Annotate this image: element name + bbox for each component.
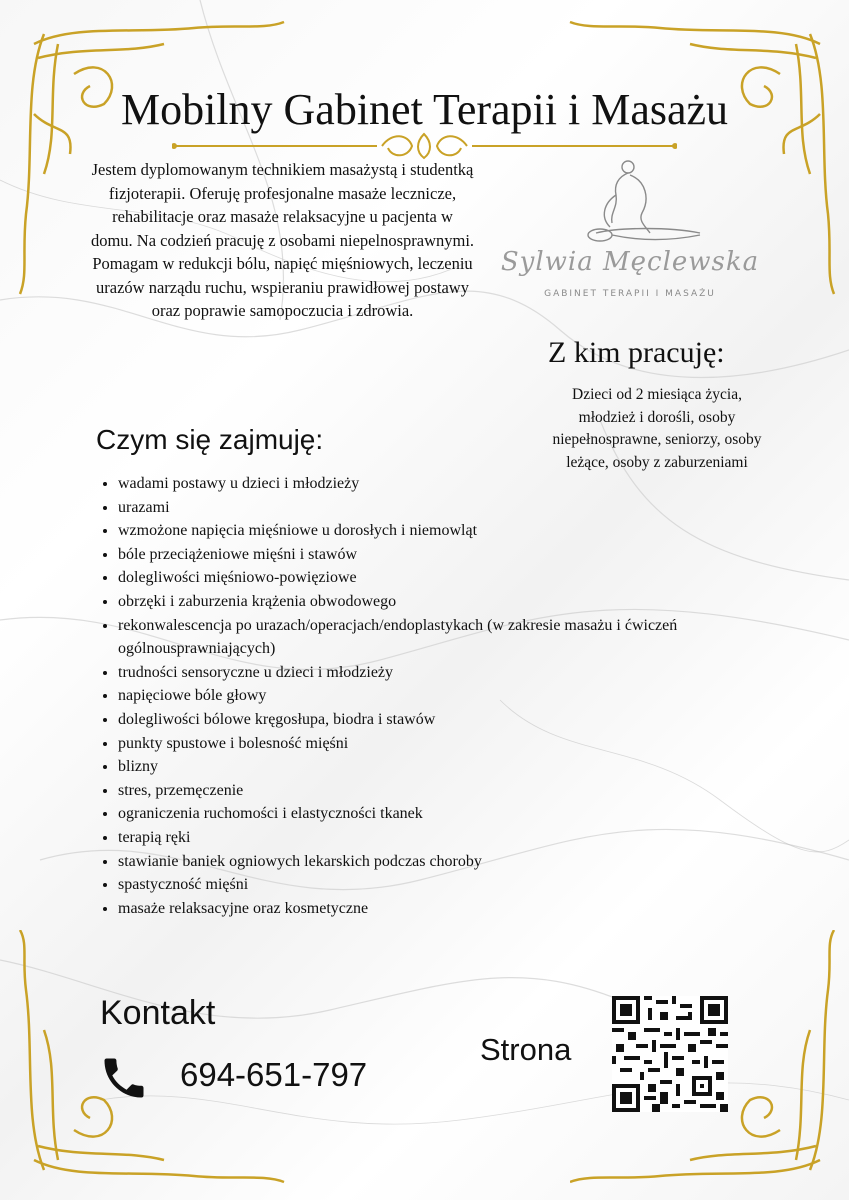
logo-subtitle: GABINET TERAPII I MASAŻU — [544, 289, 716, 299]
list-item: • terapią ręki — [118, 826, 758, 850]
list-item: • rekonwalescencja po urazach/operacjach/endoplastykach (w zakresie masażu i ćwiczeń ogólnousprawniających) — [118, 614, 758, 661]
services-list — [100, 472, 758, 920]
whom-title: Z kim pracuję: — [548, 336, 725, 369]
list-item: • wzmożone napięcia mięśniowe u dorosłych i niemowląt — [118, 519, 758, 543]
contact-title: Kontakt — [100, 994, 216, 1032]
phone-number[interactable]: 694-651-797 — [180, 1056, 368, 1093]
list-item: • urazami — [118, 496, 758, 520]
list-item: • blizny — [118, 755, 758, 779]
massage-figure-icon — [500, 155, 760, 247]
list-item: • wadami postawy u dzieci i młodzieży — [118, 472, 758, 496]
list-item: • dolegliwości mięśniowo-powięziowe — [118, 566, 758, 590]
list-item: • napięciowe bóle głowy — [118, 684, 758, 708]
list-item: • obrzęki i zaburzenia krążenia obwodowego — [118, 590, 758, 614]
qr-code[interactable] — [612, 996, 728, 1112]
list-item: • masaże relaksacyjne oraz kosmetyczne — [118, 897, 758, 921]
phone-icon — [96, 1052, 152, 1104]
list-item: • punkty spustowe i bolesność mięśni — [118, 732, 758, 756]
list-item: • trudności sensoryczne u dzieci i młodzieży — [118, 661, 758, 685]
page-title: Mobilny Gabinet Terapii i Masażu — [120, 85, 729, 134]
list-item: • bóle przeciążeniowe mięśni i stawów — [118, 543, 758, 567]
intro-text: Jestem dyplomowanym technikiem masażystą i studentką fizjoterapii. Oferuję profesjonalne masaże lecznicze, rehabilitacje oraz masaże relaksacyjne u pacjenta w domu. Na codzień pracuję z osobami niepelnosprawnymi. Pomagam w redukcji bólu, napięć mięśniowych, leczeniu urazów narządu ruchu, wspieraniu prawidłowej postawy oraz poprawie samopoczucia i zdrowia. — [90, 160, 475, 320]
list-item: • ograniczenia ruchomości i elastyczności tkanek — [118, 802, 758, 826]
list-item: • stres, przemęczenie — [118, 779, 758, 803]
logo-signature: Sylwia Męclewska — [500, 247, 760, 277]
list-item: • dolegliwości bólowe kręgosłupa, biodra i stawów — [118, 708, 758, 732]
website-label: Strona — [480, 1032, 572, 1067]
services-title: Czym się zajmuję: — [96, 424, 324, 455]
list-item: • stawianie baniek ogniowych lekarskich podczas choroby — [118, 850, 758, 874]
whom-text: Dzieci od 2 miesiąca życia, młodzież i dorośli, osoby niepełnosprawne, seniorzy, osoby leżące, osoby z zaburzeniami — [552, 386, 762, 471]
list-item: • spastyczność mięśni — [118, 873, 758, 897]
brand-logo — [500, 155, 760, 305]
